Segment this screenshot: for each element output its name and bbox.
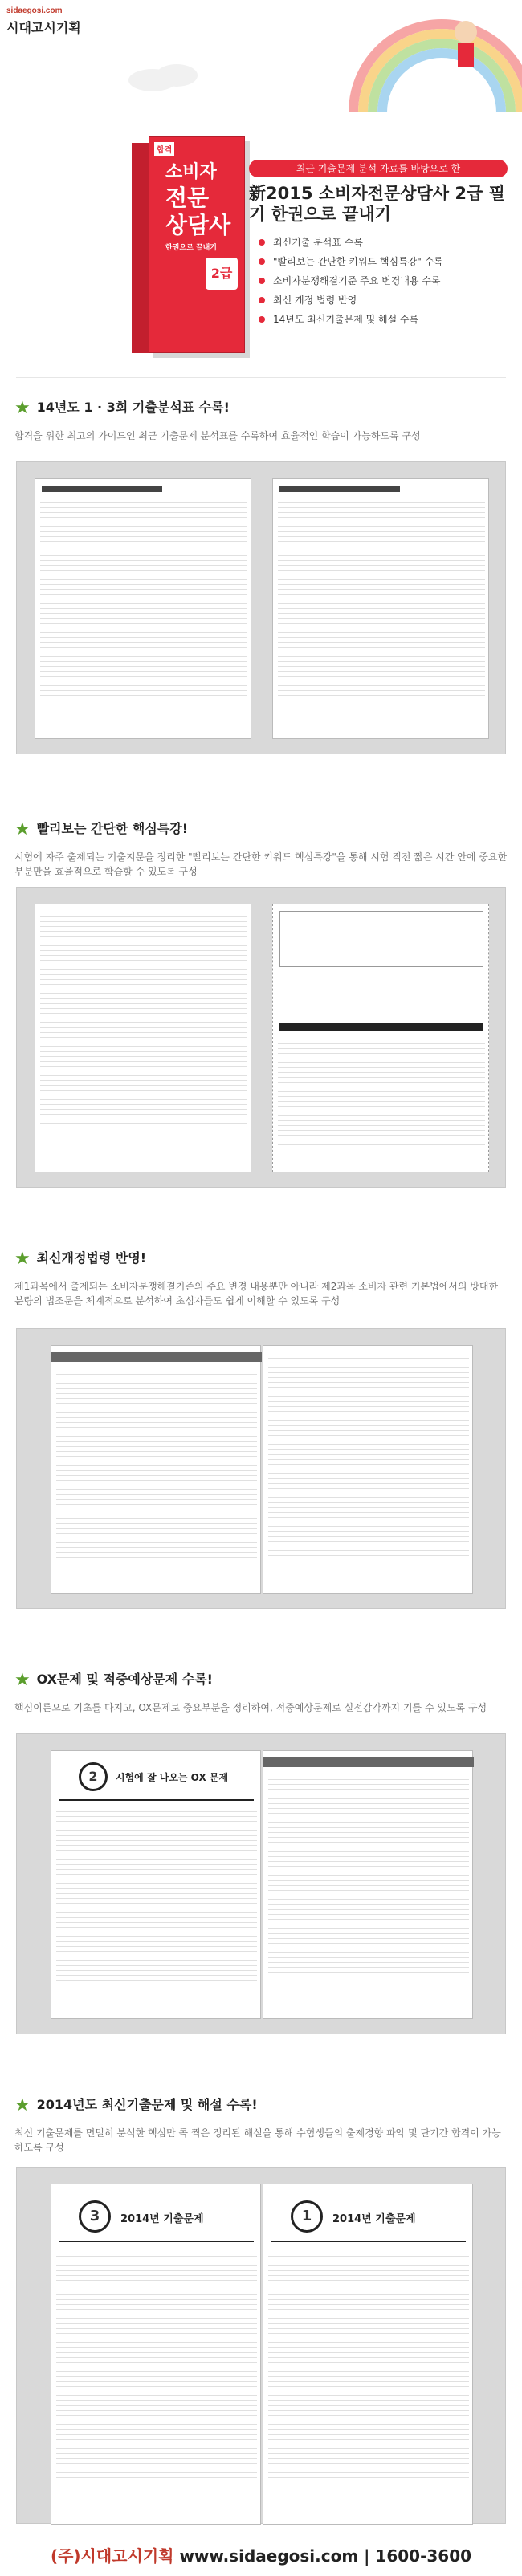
section-5 — [14, 2095, 508, 2155]
title-underline — [271, 2241, 466, 2242]
preview-page — [272, 478, 489, 739]
highlight-box — [279, 911, 483, 967]
ox-title: 시험에 잘 나오는 OX 문제 — [116, 1772, 229, 1783]
book-title-line2: 전문 — [165, 185, 210, 211]
header — [0, 0, 522, 112]
star-icon: ★ — [14, 2095, 31, 2115]
bullet-icon — [259, 239, 265, 246]
section-desc: 시험에 자주 출제되는 기출지문을 정리한 "빨리보는 간단한 키워드 핵심특강"을 통해 시험 직전 짧은 시간 안에 중요한 부분만을 효율적으로 학습할 수 있도록 구성 — [14, 851, 508, 877]
exam-title: 2014년 기출문제 — [120, 2213, 204, 2225]
footer-company: (주)시대고시기획 — [50, 2546, 174, 2566]
book-cover — [149, 136, 245, 353]
section-bar — [279, 1023, 483, 1031]
preview-panel — [16, 1328, 506, 1609]
hero-feature: 14년도 최신기출문제 및 해설 수록 — [255, 310, 512, 329]
section-desc: 핵심이론으로 기초를 다지고, OX문제로 중요부분을 정리하여, 적중예상문제로 실전감각까지 기를 수 있도록 구성 — [14, 1701, 487, 1713]
divider — [16, 377, 506, 378]
footer-contact — [0, 2536, 522, 2576]
cloud-illustration-icon — [120, 48, 217, 104]
footer — [0, 2536, 522, 2576]
logo[interactable] — [6, 18, 81, 36]
chapter-bar — [263, 1757, 474, 1767]
ox-chapter-number: 2 — [79, 1762, 108, 1791]
exam-number: 3 — [79, 2200, 111, 2233]
book-spine — [132, 143, 149, 353]
preview-page — [51, 1345, 261, 1594]
hero-title: 新2015 소비자전문상담사 2급 필기 한권으로 끝내기 — [249, 184, 505, 224]
text-rows — [263, 1354, 474, 1556]
preview-page — [35, 478, 251, 739]
section-3 — [14, 1248, 508, 1308]
logo-text: 시대고시기획 — [6, 22, 81, 35]
section-title: ★ OX문제 및 적중예상문제 수록! — [14, 1669, 213, 1690]
section-desc: 제1과목에서 출제되는 소비자분쟁해결기준의 주요 변경 내용뿐만 아니라 제2과목 소비자 관련 기본법에서의 방대한 분량의 법조문을 체계적으로 분석하여 초심자들도 쉽게 이해할 수 있도록 구성 — [14, 1280, 499, 1306]
section-2 — [14, 819, 508, 879]
preview-panel — [16, 1733, 506, 2034]
page-header-bar — [279, 486, 400, 492]
table-rows — [35, 498, 252, 696]
bullet-icon — [259, 258, 265, 265]
hero-feature: "빨리보는 간단한 키워드 핵심특강" 수록 — [255, 252, 512, 271]
preview-page — [263, 1750, 473, 2019]
rainbow-illustration-icon — [345, 0, 522, 112]
text-rows — [51, 1807, 262, 1981]
bullet-icon — [259, 297, 265, 303]
section-title: ★ 2014년도 최신기출문제 및 해설 수록! — [14, 2095, 258, 2115]
star-icon: ★ — [14, 819, 31, 839]
preview-page — [272, 904, 489, 1172]
section-desc: 합격을 위한 최고의 가이드인 최근 기출문제 분석표를 수록하여 효율적인 학습이 가능하도록 구성 — [14, 429, 421, 441]
title-underline — [59, 1799, 254, 1801]
text-rows — [51, 1370, 262, 1558]
book-title-line3: 상담사 — [165, 212, 231, 238]
text-rows — [263, 1775, 474, 1973]
preview-panel — [16, 2167, 506, 2524]
exam-title: 2014년 기출문제 — [332, 2213, 416, 2225]
star-icon: ★ — [14, 1669, 31, 1690]
preview-panel — [16, 887, 506, 1188]
book-subtitle: 한권으로 끝내기 — [165, 244, 217, 252]
logo-url: sidaegosi.com — [6, 6, 63, 15]
book-title-line1: 소비자 — [165, 162, 217, 182]
section-title: ★ 최신개정법령 반영! — [14, 1248, 147, 1269]
page-header-bar — [42, 486, 162, 492]
hero-feature: 최신기출 분석표 수록 — [255, 233, 512, 252]
footer-separator: | — [364, 2546, 370, 2566]
preview-page — [51, 2184, 261, 2525]
hero-feature-list — [255, 233, 512, 329]
section-title: ★ 14년도 1 · 3회 기출분석표 수록! — [14, 397, 230, 418]
section-desc: 최신 기출문제를 면밀히 분석한 핵심만 콕 찍은 정리된 해설을 통해 수험생들의 출제경향 파악 및 단기간 합격이 가능하도록 구성 — [14, 2127, 501, 2153]
title-underline — [59, 2241, 254, 2242]
exam-number: 1 — [291, 2200, 323, 2233]
preview-page — [35, 904, 251, 1172]
section-1 — [14, 397, 508, 443]
text-rows — [35, 912, 252, 1124]
footer-url[interactable]: www.sidaegosi.com — [179, 2546, 359, 2566]
footer-phone: 1600-3600 — [375, 2546, 472, 2566]
bullet-icon — [259, 316, 265, 323]
bullet-icon — [259, 278, 265, 284]
book-grade: 2급 — [206, 258, 238, 290]
table-rows — [273, 498, 490, 696]
chapter-bar — [51, 1352, 262, 1362]
section-4 — [14, 1669, 508, 1715]
book-badge: 합격 — [154, 142, 174, 156]
star-icon: ★ — [14, 397, 31, 418]
preview-page — [51, 1750, 261, 2019]
text-rows — [273, 1039, 490, 1145]
preview-panel — [16, 461, 506, 754]
preview-page — [263, 1345, 473, 1594]
hero-tag: 최근 기출문제 분석 자료를 바탕으로 한 — [249, 160, 508, 177]
star-icon: ★ — [14, 1248, 31, 1269]
section-title: ★ 빨리보는 간단한 핵심특강! — [14, 819, 189, 839]
hero-feature: 소비자분쟁해결기준 주요 변경내용 수록 — [255, 271, 512, 291]
text-rows — [51, 2252, 262, 2478]
text-rows — [263, 2252, 474, 2478]
preview-page — [263, 2184, 473, 2525]
hero-feature: 최신 개정 법령 반영 — [255, 291, 512, 310]
